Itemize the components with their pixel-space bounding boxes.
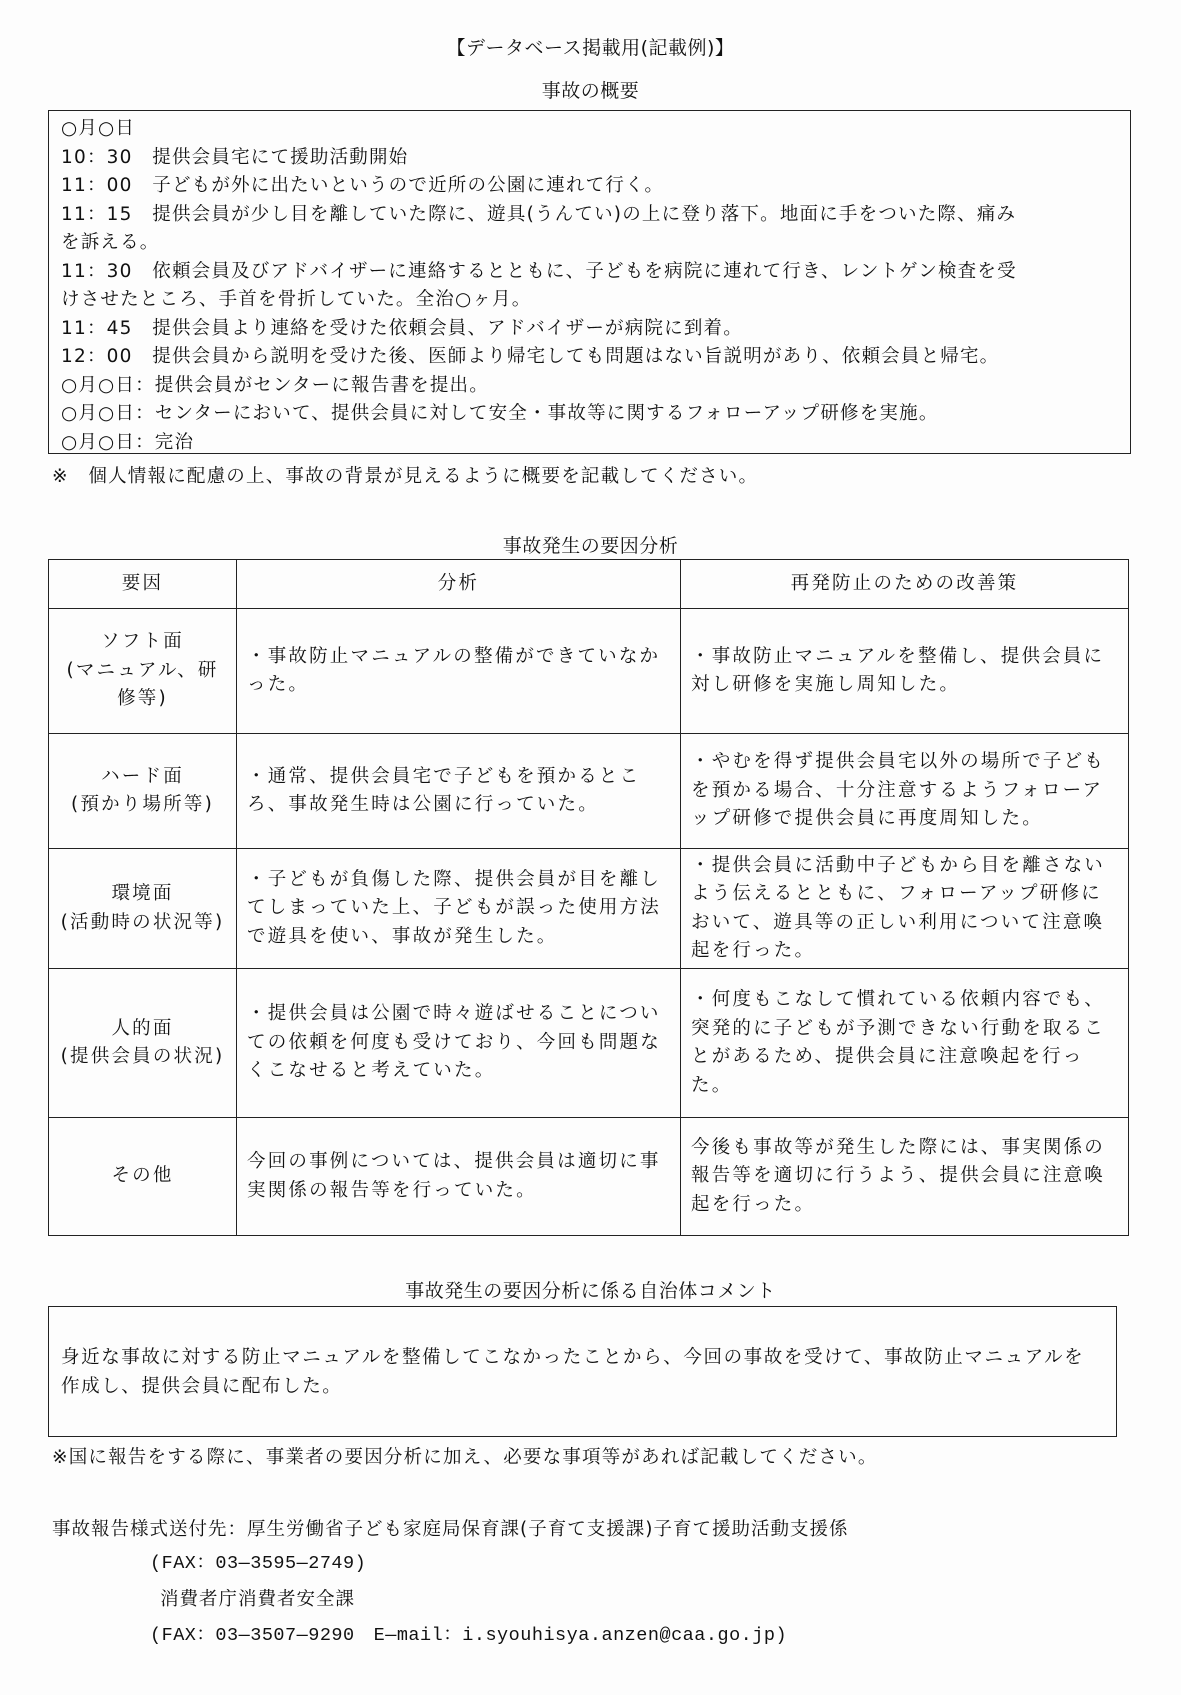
summary-line: 11：45 提供会員より連絡を受けた依頼会員、アドバイザーが病院に到着。: [61, 317, 743, 339]
measures-cell: ・やむを得ず提供会員宅以外の場所で子どもを預かる場合、十分注意するようフォローアップ研修で提供会員に再度周知した。: [681, 734, 1129, 849]
analysis-cell: ・通常、提供会員宅で子どもを預かるところ、事故発生時は公園に行っていた。: [237, 734, 681, 849]
municipal-comment-box: [48, 1306, 1117, 1437]
summary-line: 11：15 提供会員が少し目を離していた際に、遊具(うんてい)の上に登り落下。地面に手をついた際、痛み: [61, 203, 1017, 225]
submission-label: 事故報告様式送付先：厚生労働省子ども家庭局保育課(子育て支援課)子育て援助活動支援係: [52, 1519, 849, 1540]
measures-cell: 今後も事故等が発生した際には、事実関係の報告等を適切に行うよう、提供会員に注意喚起を行った。: [681, 1118, 1129, 1236]
submission-fax-email-caa: (FAX：03―3507―9290 E―mail：i.syouhisya.anzen@caa.go.jp): [150, 1625, 788, 1646]
summary-line: ○月○日：提供会員がセンターに報告書を提出。: [61, 374, 489, 396]
factor-cell: 人的面 (提供会員の状況): [49, 969, 237, 1118]
table-row: [49, 969, 1129, 1118]
factor-analysis-title: 事故発生の要因分析: [502, 535, 679, 557]
column-header-factor: 要因: [49, 560, 237, 609]
summary-note: ※ 個人情報に配慮の上、事故の背景が見えるように概要を記載してください。: [52, 466, 759, 487]
analysis-cell: ・事故防止マニュアルの整備ができていなかった。: [237, 609, 681, 734]
measures-cell: ・何度もこなして慣れている依頼内容でも、突発的に子どもが予測できない行動を取ることがあるため、提供会員に注意喚起を行った。: [681, 969, 1129, 1118]
table-header-row: [49, 560, 1129, 609]
summary-line: 12：00 提供会員から説明を受けた後、医師より帰宅しても問題はない旨説明があり、依頼会員と帰宅。: [61, 346, 1000, 367]
summary-line: ○月○日：センターにおいて、提供会員に対して安全・事故等に関するフォローアップ研修を実施。: [61, 403, 939, 424]
factor-cell: その他: [49, 1118, 237, 1236]
summary-line: を訴える。: [61, 232, 160, 253]
submission-fax-mhlw: (FAX：03―3595―2749): [150, 1553, 367, 1574]
factor-cell: ソフト面 (マニュアル、研修等): [49, 609, 237, 734]
municipal-comment-title: 事故発生の要因分析に係る自治体コメント: [405, 1280, 776, 1302]
summary-title: 事故の概要: [541, 80, 640, 102]
table-row: [49, 1118, 1129, 1236]
measures-cell: ・事故防止マニュアルを整備し、提供会員に対し研修を実施し周知した。: [681, 609, 1129, 734]
measures-cell: ・提供会員に活動中子どもから目を離さないよう伝えるとともに、フォローアップ研修において、遊具等の正しい利用について注意喚起を行った。: [681, 849, 1129, 969]
factor-cell: ハード面 (預かり場所等): [49, 734, 237, 849]
summary-line: ○月○日：完治: [61, 431, 195, 453]
summary-line: けさせたところ、手首を骨折していた。全治○ヶ月。: [61, 289, 532, 310]
municipal-comment-note: ※国に報告をする際に、事業者の要因分析に加え、必要な事項等があれば記載してください。: [52, 1447, 878, 1468]
factor-analysis-table: [48, 559, 1129, 1236]
submission-agency-caa: 消費者庁消費者安全課: [160, 1589, 356, 1610]
municipal-comment-text: 身近な事故に対する防止マニュアルを整備してこなかったことから、今回の事故を受けて、事故防止マニュアルを作成し、提供会員に配布した。: [61, 1346, 1085, 1397]
summary-line: ○月○日: [61, 118, 136, 139]
table-row: [49, 609, 1129, 734]
header-title: 【データベース掲載用(記載例)】: [446, 37, 735, 59]
column-header-analysis: 分析: [237, 560, 681, 609]
column-header-measures: 再発防止のための改善策: [681, 560, 1129, 609]
summary-line: 11：30 依頼会員及びアドバイザーに連絡するとともに、子どもを病院に連れて行き、レントゲン検査を受: [61, 260, 1017, 282]
summary-box: [48, 110, 1131, 454]
analysis-cell: 今回の事例については、提供会員は適切に事実関係の報告等を行っていた。: [237, 1118, 681, 1236]
analysis-cell: ・子どもが負傷した際、提供会員が目を離してしまっていた上、子どもが誤った使用方法で遊具を使い、事故が発生した。: [237, 849, 681, 969]
table-row: [49, 849, 1129, 969]
factor-cell: 環境面 (活動時の状況等): [49, 849, 237, 969]
analysis-cell: ・提供会員は公園で時々遊ばせることについての依頼を何度も受けており、今回も問題なくこなせると考えていた。: [237, 969, 681, 1118]
summary-line: 11：00 子どもが外に出たいというので近所の公園に連れて行く。: [61, 175, 665, 196]
summary-line: 10：30 提供会員宅にて援助活動開始: [61, 146, 409, 168]
table-row: [49, 734, 1129, 849]
